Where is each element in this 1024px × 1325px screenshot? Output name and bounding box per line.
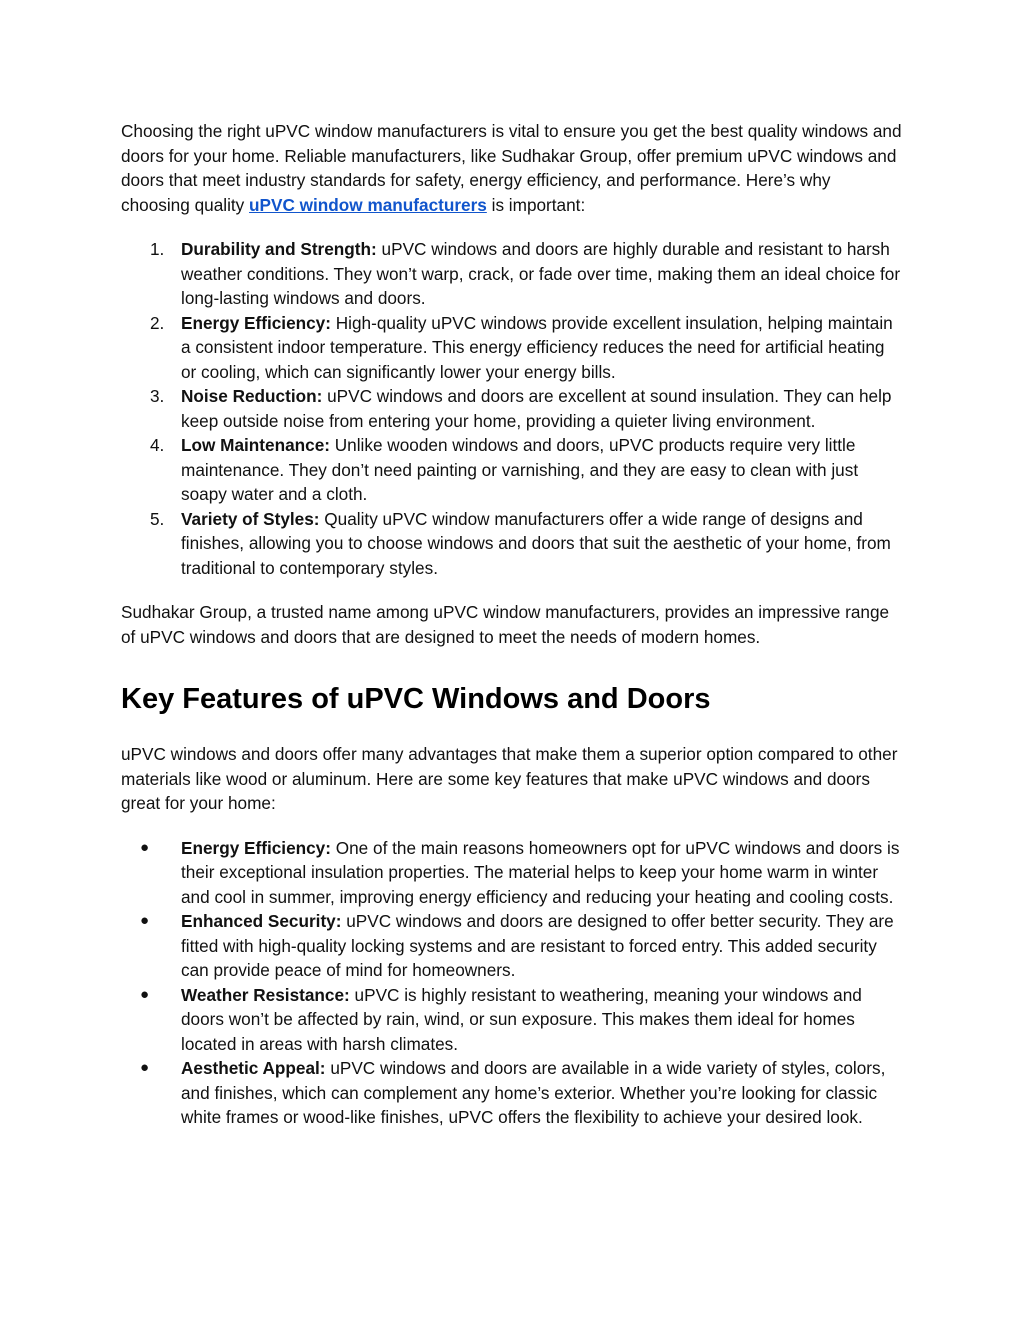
features-intro-paragraph: uPVC windows and doors offer many advantages that make them a superior option compared to other materials like wood or aluminum. Here are some key features that make uPVC windows and doors great for your home: (121, 744, 898, 813)
list-number: 5. (150, 508, 165, 529)
list-item (121, 1056, 904, 1130)
item-title: Durability and Strength: (181, 239, 377, 259)
list-item (121, 311, 904, 385)
list-item (121, 836, 904, 910)
list-item (121, 983, 904, 1057)
list-number: 2. (150, 312, 165, 333)
bullet-icon: ● (140, 912, 150, 929)
bullet-icon: ● (140, 1059, 150, 1076)
item-text: uPVC windows and doors are available in a wide variety of styles, colors, and finishes, which can complement any home’s exterior. Whether you’re looking for classic white frames or wood-like finishes, uPVC offers the flexibility to achieve your desired look. (181, 1058, 886, 1127)
numbered-list (121, 237, 904, 580)
item-title: Low Maintenance: (181, 435, 330, 455)
item-title: Energy Efficiency: (181, 312, 331, 333)
item-text: High-quality uPVC windows provide excellent insulation, helping maintain a consistent indoor temperature. This energy efficiency reduces the need for artificial heating or cooling, which can significantly lower your energy bills. (181, 312, 893, 382)
item-title: Energy Efficiency: (181, 837, 331, 858)
intro-text: Choosing the right uPVC window manufacturers is vital to ensure you get the best quality windows and doors for your home. Reliable manufacturers, like Sudhakar Group, offer premium uPVC windows and doors that meet industry standards for safety, energy efficiency, and performance. Here’s why choosing quality (121, 121, 902, 215)
list-item (121, 237, 904, 311)
upvc-manufacturers-link[interactable]: uPVC window manufacturers (249, 194, 487, 215)
list-number: 3. (150, 386, 165, 406)
list-number: 1. (150, 239, 165, 259)
item-text: uPVC is highly resistant to weathering, meaning your windows and doors won’t be affected by rain, wind, or sun exposure. This makes them ideal for homes located in areas with harsh climates. (181, 984, 862, 1054)
bullet-list (121, 836, 904, 1130)
item-title: Variety of Styles: (181, 508, 320, 529)
item-text: Unlike wooden windows and doors, uPVC products require very little maintenance. They don’t need painting or varnishing, and they are easy to clean with just soapy water and a cloth. (181, 435, 859, 504)
item-title: Enhanced Security: (181, 911, 342, 931)
list-item (121, 384, 904, 433)
list-item (121, 909, 904, 983)
item-title: Aesthetic Appeal: (181, 1058, 326, 1078)
list-item (121, 433, 904, 507)
list-item (121, 507, 904, 581)
list-number: 4. (150, 435, 165, 455)
bullet-icon: ● (140, 985, 150, 1003)
item-text: One of the main reasons homeowners opt for uPVC windows and doors is their exceptional insulation properties. The material helps to keep your home warm in winter and cool in summer, improving energy efficiency and reducing your heating and cooling costs. (181, 837, 900, 907)
item-title: Noise Reduction: (181, 386, 323, 406)
bullet-icon: ● (140, 838, 150, 856)
intro-paragraph (121, 119, 904, 217)
item-text: uPVC windows and doors are excellent at sound insulation. They can help keep outside noise from entering your home, providing a quieter living environment. (181, 386, 892, 431)
sudhakar-paragraph: Sudhakar Group, a trusted name among uPVC window manufacturers, provides an impressive range of uPVC windows and doors that are designed to meet the needs of modern homes. (121, 602, 890, 647)
item-title: Weather Resistance: (181, 984, 350, 1005)
item-text: uPVC windows and doors are highly durable and resistant to harsh weather conditions. They won’t warp, crack, or fade over time, making them an ideal choice for long-lasting windows and doors. (181, 239, 901, 308)
section-heading: Key Features of uPVC Windows and Doors (121, 683, 711, 715)
intro-text-end: is important: (486, 194, 586, 215)
item-text: uPVC windows and doors are designed to offer better security. They are fitted with high-quality locking systems and are resistant to forced entry. This added security can provide peace of mind for homeowners. (181, 911, 894, 980)
item-text: Quality uPVC window manufacturers offer a wide range of designs and finishes, allowing you to choose windows and doors that suit the aesthetic of your home, from traditional to contemporary styles. (181, 508, 891, 578)
